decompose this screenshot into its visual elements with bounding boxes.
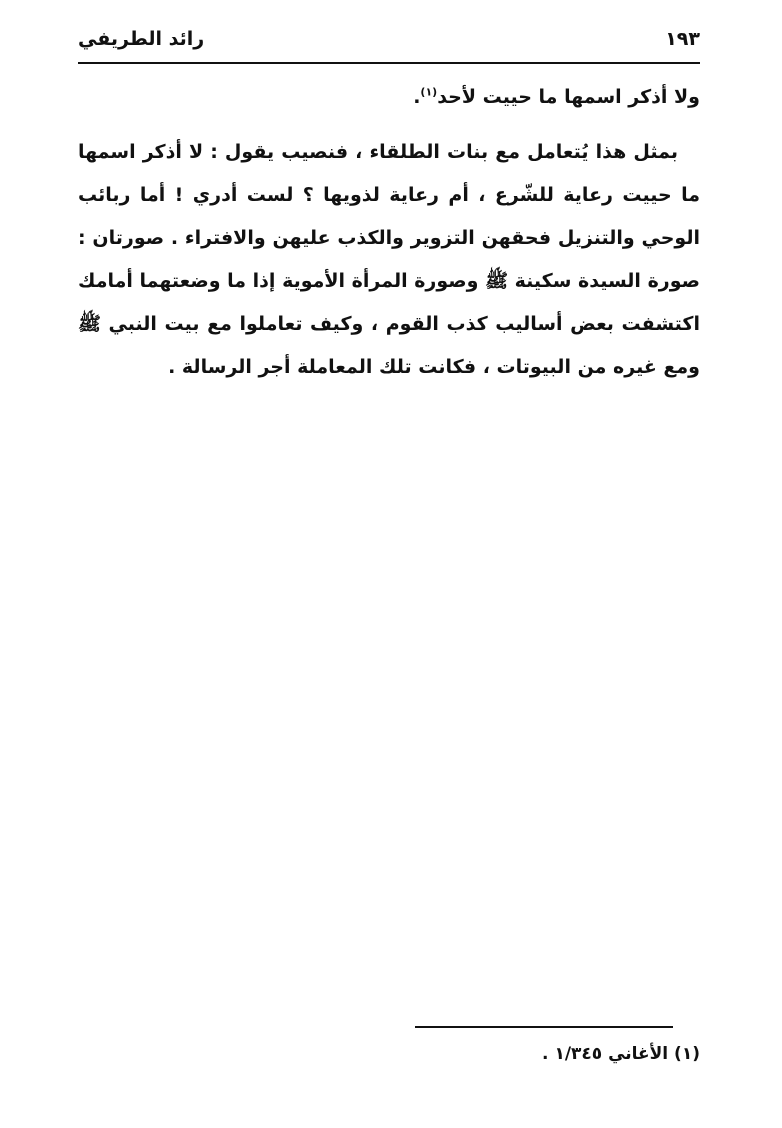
page-number: ١٩٣ xyxy=(665,28,700,50)
footnote: (١) الأغاني ١/٣٤٥ . xyxy=(542,1044,700,1064)
paragraph-text: ولا أذكر اسمها ما حييت لأحد xyxy=(437,86,700,108)
footnote-reference: (١) xyxy=(420,85,438,99)
running-header xyxy=(78,26,700,62)
paragraph xyxy=(78,76,700,119)
paragraph-end: . xyxy=(413,86,421,108)
running-head-title: رائد الطريفي xyxy=(78,28,205,50)
paragraph: بمثل هذا يُتعامل مع بنات الطلقاء ، فنصيب يقول : لا أذكر اسمها ما حييت رعاية للشّرع ، أم رعاية لذويها ؟ لست أدري ! أما ربائب الوحي والتنزيل فحقهن التزوير والكذب عليهن والافتراء . صورتان : صورة السيدة سكينة ﷺ وصورة المرأة الأموية إذا ما وضعتهما أمامك اكتشفت بعض أساليب كذب القوم ، وكيف تعاملوا مع بيت النبي ﷺ ومع غيره من البيوتات ، فكانت تلك المعاملة أجر الرسالة . xyxy=(78,141,700,378)
header-divider xyxy=(78,62,700,64)
footnote-divider xyxy=(415,1026,673,1028)
body-text xyxy=(78,76,700,389)
